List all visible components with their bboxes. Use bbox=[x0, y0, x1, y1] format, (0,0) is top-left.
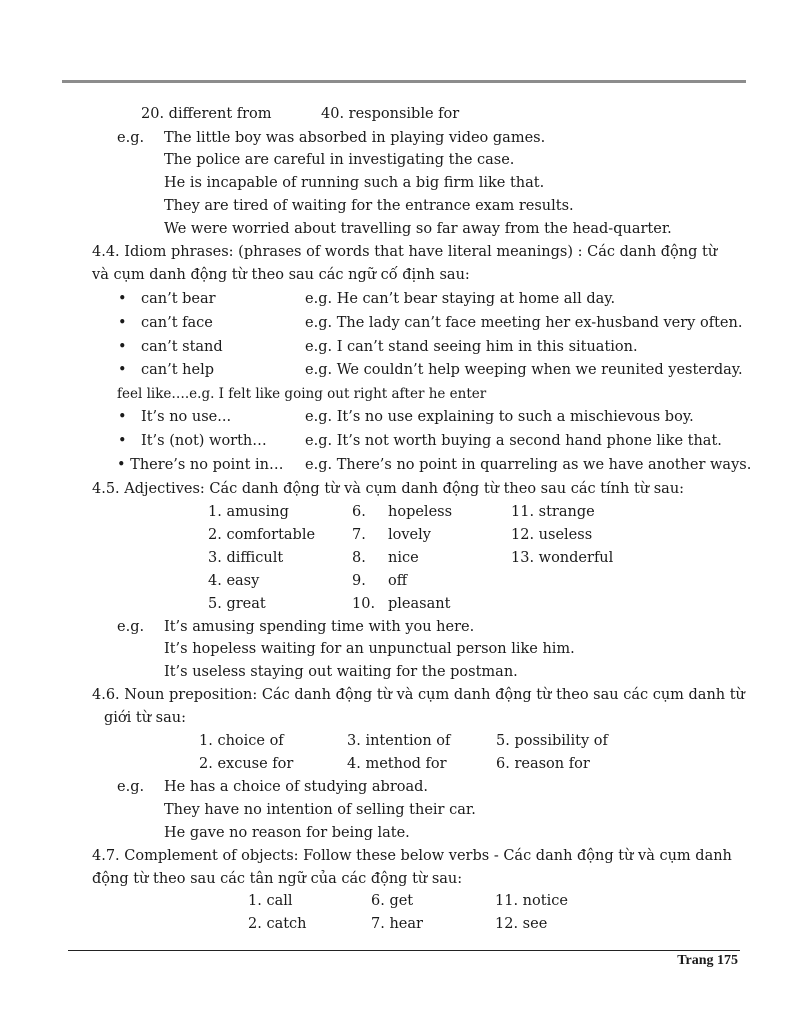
page-number: Trang 175 bbox=[677, 953, 738, 968]
bullet-example: e.g. I can’t stand seeing him in this situation. bbox=[305, 339, 638, 355]
verb-item: 12. see bbox=[495, 916, 548, 932]
list-item: 20. different from bbox=[141, 106, 272, 122]
adjective-item: 3. difficult bbox=[208, 550, 284, 566]
section-heading: 4.7. Complement of objects: Follow these below verbs - Các danh động từ và cụm danh bbox=[92, 848, 732, 864]
adjective-item: pleasant bbox=[388, 596, 451, 612]
noun-prep-item: 2. excuse for bbox=[199, 756, 294, 772]
example-sentence: The police are careful in investigating the case. bbox=[164, 152, 515, 168]
bullet-term: • It’s no use... bbox=[141, 408, 231, 426]
eg-label: e.g. bbox=[117, 130, 145, 146]
noun-prep-item: 5. possibility of bbox=[496, 733, 608, 749]
bullet-example: e.g. There’s no point in quarreling as we have another ways. bbox=[305, 457, 752, 473]
adjective-item: nice bbox=[388, 550, 419, 566]
adjective-item: 13. wonderful bbox=[511, 550, 614, 566]
verb-item: 1. call bbox=[248, 893, 293, 909]
adjective-item: hopeless bbox=[388, 504, 453, 520]
adjective-num: 6. bbox=[352, 504, 366, 520]
bullet-term: • can’t help bbox=[141, 361, 214, 379]
adjective-item: 12. useless bbox=[511, 527, 593, 543]
noun-prep-item: 6. reason for bbox=[496, 756, 590, 772]
adjective-item: off bbox=[388, 573, 408, 589]
adjective-item: 2. comfortable bbox=[208, 527, 316, 543]
noun-prep-item: 1. choice of bbox=[199, 733, 284, 749]
example-sentence: It’s amusing spending time with you here. bbox=[164, 619, 475, 635]
bullet-example: e.g. He can’t bear staying at home all day. bbox=[305, 291, 616, 307]
noun-prep-item: 3. intention of bbox=[347, 733, 451, 749]
verb-item: 7. hear bbox=[371, 916, 423, 932]
bullet-example: e.g. We couldn’t help weeping when we reunited yesterday. bbox=[305, 362, 743, 378]
no-point-term: There’s no point in… bbox=[130, 457, 284, 473]
adjective-num: 10. bbox=[352, 596, 376, 612]
bullet-example: e.g. It’s not worth buying a second hand phone like that. bbox=[305, 433, 722, 449]
example-sentence: He is incapable of running such a big firm like that. bbox=[164, 175, 545, 191]
example-sentence: It’s useless staying out waiting for the postman. bbox=[164, 664, 518, 680]
verb-item: 11. notice bbox=[495, 893, 568, 909]
section-heading: và cụm danh động từ theo sau các ngữ cố định sau: bbox=[92, 267, 470, 283]
adjective-item: 5. great bbox=[208, 596, 266, 612]
example-sentence: They have no intention of selling their car. bbox=[164, 802, 476, 818]
example-sentence: It’s hopeless waiting for an unpunctual person like him. bbox=[164, 641, 575, 657]
section-heading: 4.5. Adjectives: Các danh động từ và cụm danh động từ theo sau các tính từ sau: bbox=[92, 481, 685, 497]
adjective-num: 8. bbox=[352, 550, 366, 566]
example-sentence: He has a choice of studying abroad. bbox=[164, 779, 429, 795]
bullet-term: • can’t bear bbox=[141, 290, 216, 308]
header-rule bbox=[62, 80, 746, 83]
eg-label: e.g. bbox=[117, 779, 145, 795]
adjective-item: 4. easy bbox=[208, 573, 260, 589]
bullet-term: • There’s no point in… bbox=[117, 457, 284, 473]
bullet-term: • can’t face bbox=[141, 314, 213, 332]
bullet-example: e.g. The lady can’t face meeting her ex-husband very often. bbox=[305, 315, 743, 331]
footer-rule bbox=[68, 950, 740, 951]
example-sentence: We were worried about travelling so far away from the head-quarter. bbox=[164, 221, 672, 237]
section-heading: 4.6. Noun preposition: Các danh động từ và cụm danh động từ theo sau các cụm danh từ bbox=[92, 687, 745, 703]
adjective-num: 7. bbox=[352, 527, 366, 543]
verb-item: 2. catch bbox=[248, 916, 307, 932]
feel-like-line: feel like….e.g. I felt like going out right after he enter bbox=[117, 386, 487, 402]
section-heading: giới từ sau: bbox=[104, 710, 186, 726]
adjective-item: 11. strange bbox=[511, 504, 595, 520]
verb-item: 6. get bbox=[371, 893, 414, 909]
bullet-term: • can’t stand bbox=[141, 338, 223, 356]
adjective-num: 9. bbox=[352, 573, 366, 589]
eg-label: e.g. bbox=[117, 619, 145, 635]
bullet-example: e.g. It’s no use explaining to such a mischievous boy. bbox=[305, 409, 694, 425]
list-item: 40. responsible for bbox=[321, 106, 460, 122]
example-sentence: They are tired of waiting for the entrance exam results. bbox=[164, 198, 574, 214]
example-sentence: He gave no reason for being late. bbox=[164, 825, 410, 841]
section-heading: 4.4. Idiom phrases: (phrases of words that have literal meanings) : Các danh động từ bbox=[92, 244, 718, 260]
noun-prep-item: 4. method for bbox=[347, 756, 447, 772]
bullet-term: • It’s (not) worth… bbox=[141, 432, 267, 450]
section-heading: động từ theo sau các tân ngữ của các động từ sau: bbox=[92, 871, 463, 887]
example-sentence: The little boy was absorbed in playing video games. bbox=[164, 130, 546, 146]
adjective-item: lovely bbox=[388, 527, 431, 543]
adjective-item: 1. amusing bbox=[208, 504, 289, 520]
